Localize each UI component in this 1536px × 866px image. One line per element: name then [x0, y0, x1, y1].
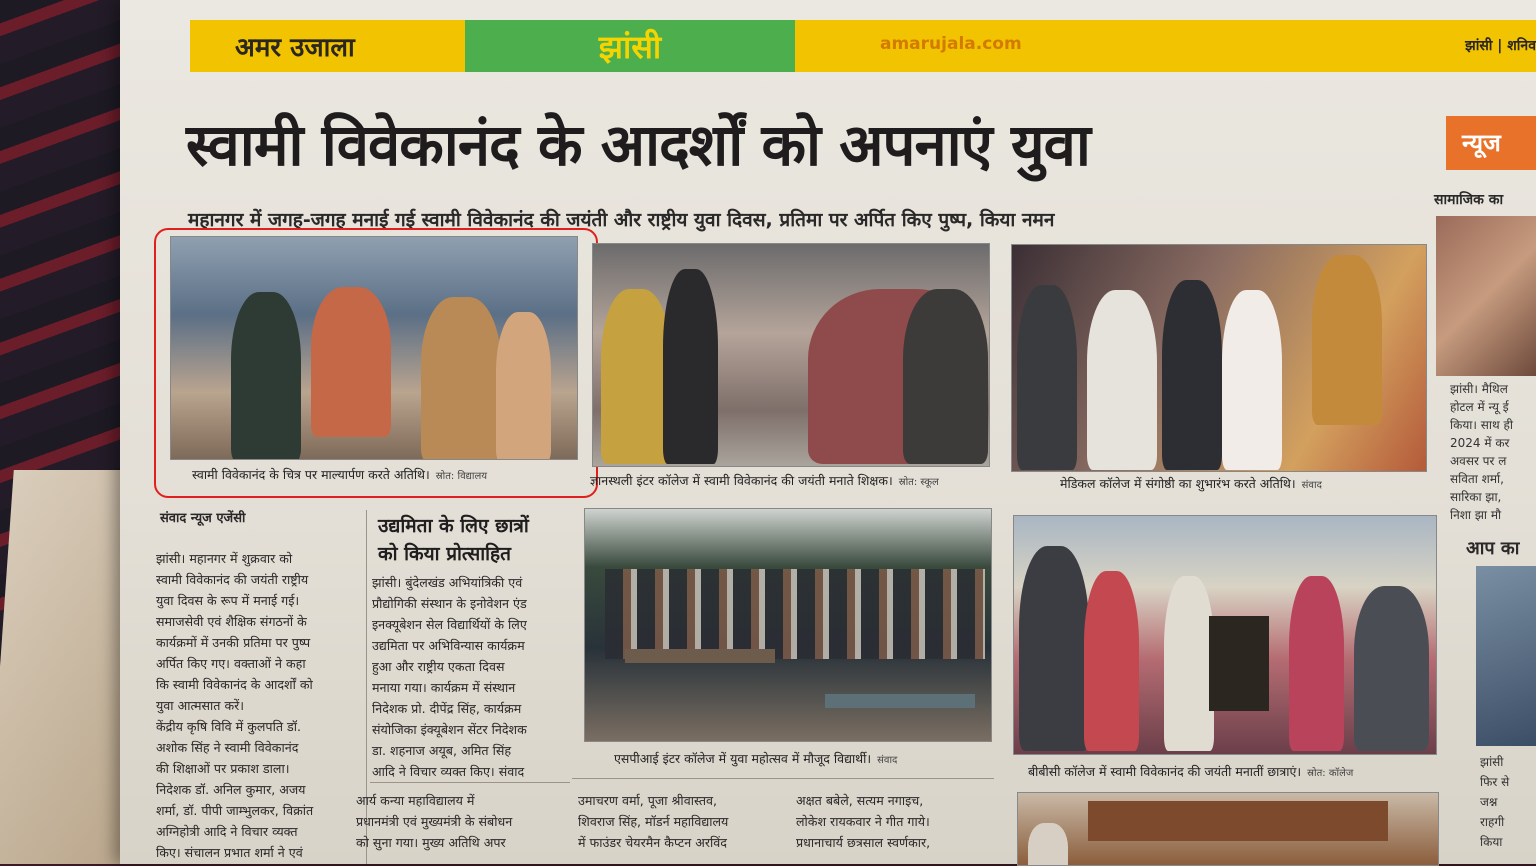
story-line: युवा आत्मसात करें। [156, 698, 245, 713]
date-line: झांसी | शनिव [1465, 38, 1536, 54]
side-photo [1436, 216, 1536, 376]
photo-gyansthali [592, 243, 990, 467]
story-divider [370, 782, 570, 783]
side-news-label: न्यूज [1462, 129, 1501, 157]
story-line: झांसी। महानगर में शुक्रवार को [156, 551, 293, 566]
story-line: कार्यक्रमों में उनकी प्रतिमा पर पुष्प [156, 635, 311, 650]
story-line: आदि ने विचार व्यक्त किए। संवाद [372, 764, 525, 779]
story-line: डा. शहनाज अयूब, अमित सिंह [372, 743, 512, 758]
story-line: इनक्यूबेशन सेल विद्यार्थियों के लिए [372, 617, 527, 632]
news-agency-byline: संवाद न्यूज एजेंसी [160, 511, 246, 526]
side-heading-2: आप का [1466, 538, 1520, 559]
photo-bottom [1017, 792, 1439, 866]
story-line: निदेशक डॉ. अनिल कुमार, अजय [156, 782, 306, 797]
masthead-right-block [795, 20, 1536, 72]
side-line: राहगी [1480, 815, 1505, 829]
story-2-body [372, 572, 527, 782]
side-line: जश्न [1480, 795, 1498, 809]
story-line: उमाचरण वर्मा, पूजा श्रीवास्तव, [578, 793, 718, 808]
side-line: फिर से [1480, 775, 1510, 789]
story-column-1 [156, 548, 313, 863]
photo-bbc-college [1013, 515, 1437, 755]
photo-caption [1060, 475, 1322, 492]
story-divider [572, 778, 994, 779]
story-line: अग्निहोत्री आदि ने विचार व्यक्त [156, 824, 298, 839]
photo-spi-college [584, 508, 992, 742]
side-line: 2024 में कर [1450, 436, 1510, 450]
photo-caption [1028, 763, 1353, 780]
side-photo-2 [1476, 566, 1536, 746]
caption-text: स्वामी विवेकानंद के चित्र पर माल्यार्पण करते अतिथि। [192, 467, 430, 482]
story-line: शर्मा, डॉ. पीपी जाम्भुलकर, विक्रांत [156, 803, 314, 818]
side-line: झांसी। मैथिल [1450, 382, 1508, 396]
story-line: निदेशक प्रो. दीपेंद्र सिंह, कार्यक्रम [372, 701, 522, 716]
side-column-2 [1480, 752, 1536, 852]
side-news-banner [1446, 116, 1536, 170]
side-category: सामाजिक का [1434, 192, 1504, 208]
caption-source: स्रोत: विद्यालय [435, 471, 488, 482]
story-line: को सुना गया। मुख्य अतिथि अपर [356, 835, 506, 850]
story-line: झांसी। बुंदेलखंड अभियांत्रिकी एवं [372, 575, 523, 590]
sub-headline: महानगर में जगह-जगह मनाई गई स्वामी विवेकानंद की जयंती और राष्ट्रीय युवा दिवस, प्रतिमा पर अर्पित किए पुष्प, किया नमन [188, 209, 1055, 231]
side-column [1450, 380, 1536, 524]
story-line: आर्य कन्या महाविद्यालय में [356, 793, 475, 808]
story-line: प्रधानमंत्री एवं मुख्यमंत्री के संबोधन [356, 814, 513, 829]
brand-logo: अमर उजाला [235, 33, 355, 63]
site-url: amarujala.com [880, 34, 1022, 54]
caption-source: स्रोत: स्कूल [898, 477, 939, 488]
story-2-heading-line: को किया प्रोत्साहित [378, 543, 511, 565]
story-line: उद्यमिता पर अभिविन्यास कार्यक्रम [372, 638, 525, 653]
story-line: समाजसेवी एवं शैक्षिक संगठनों के [156, 614, 307, 629]
story-line: अशोक सिंह ने स्वामी विवेकानंद [156, 740, 299, 755]
side-line: किया। साथ ही [1450, 418, 1513, 432]
story-line: युवा दिवस के रूप में मनाई गई। [156, 593, 300, 608]
side-line: किया [1480, 835, 1503, 849]
masthead [190, 20, 1536, 72]
side-line: निशा झा मौ [1450, 508, 1502, 522]
city-name: झांसी [598, 27, 662, 66]
story-line: स्वामी विवेकानंद की जयंती राष्ट्रीय [156, 572, 309, 587]
story-line: प्रधानाचार्य छत्रसाल स्वर्णकार, [796, 835, 931, 850]
highlight-annotation [154, 228, 598, 498]
photo-medical-college [1011, 244, 1427, 472]
story-line: कि स्वामी विवेकानंद के आदर्शों को [156, 677, 313, 692]
caption-text: बीबीसी कॉलेज में स्वामी विवेकानंद की जयंती मनातीं छात्राएं। [1028, 764, 1302, 779]
masthead-brand-block [190, 20, 465, 72]
caption-source: संवाद [877, 755, 898, 766]
caption-text: मेडिकल कॉलेज में संगोष्ठी का शुभारंभ करते अतिथि। [1060, 476, 1296, 491]
story-line: लोकेश रायकवार ने गीत गाये। [796, 814, 930, 829]
story-line: में फाउंडर चेयरमैन कैप्टन अरविंद [578, 835, 727, 850]
story-line: केंद्रीय कृषि विवि में कुलपति डॉ. [156, 719, 302, 734]
side-line: सविता शर्मा, [1450, 472, 1504, 486]
bottom-column-2 [356, 790, 512, 853]
side-line: होटल में न्यू ई [1450, 400, 1509, 414]
story-line: की शिक्षाओं पर प्रकाश डाला। [156, 761, 290, 776]
main-headline: स्वामी विवेकानंद के आदर्शों को अपनाएं युवा [186, 111, 1090, 179]
photo-caption [590, 472, 939, 489]
story-line: अर्पित किए गए। वक्ताओं ने कहा [156, 656, 306, 671]
story-line: अक्षत बबेले, सत्यम नगाइच, [796, 793, 924, 808]
story-line: किए। संचालन प्रभात शर्मा ने एवं [156, 845, 303, 860]
story-line: संयोजिका इंक्यूबेशन सेंटर निदेशक [372, 722, 527, 737]
story-2-heading-line: उद्यमिता के लिए छात्रों [378, 515, 529, 537]
masthead-city-block [465, 20, 795, 72]
side-line: झांसी [1480, 755, 1504, 769]
bottom-column-3 [578, 790, 728, 853]
caption-text: ज्ञानस्थली इंटर कॉलेज में स्वामी विवेकानंद की जयंती मनाते शिक्षक। [590, 473, 893, 488]
side-line: सारिका झा, [1450, 490, 1502, 504]
side-line: अवसर पर ल [1450, 454, 1507, 468]
story-line: मनाया गया। कार्यक्रम में संस्थान [372, 680, 516, 695]
story-line: प्रौद्योगिकी संस्थान के इनोवेशन एंड [372, 596, 527, 611]
story-line: शिवराज सिंह, मॉडर्न महाविद्यालय [578, 814, 729, 829]
caption-source: संवाद [1301, 480, 1322, 491]
photo-caption [614, 750, 897, 767]
caption-source: स्रोत: कॉलेज [1307, 768, 1354, 779]
story-line: हुआ और राष्ट्रीय एकता दिवस [372, 659, 505, 674]
bottom-column-4 [796, 790, 930, 853]
caption-text: एसपीआई इंटर कॉलेज में युवा महोत्सव में मौजूद विद्यार्थी। [614, 751, 872, 766]
story-2-heading [378, 512, 529, 568]
